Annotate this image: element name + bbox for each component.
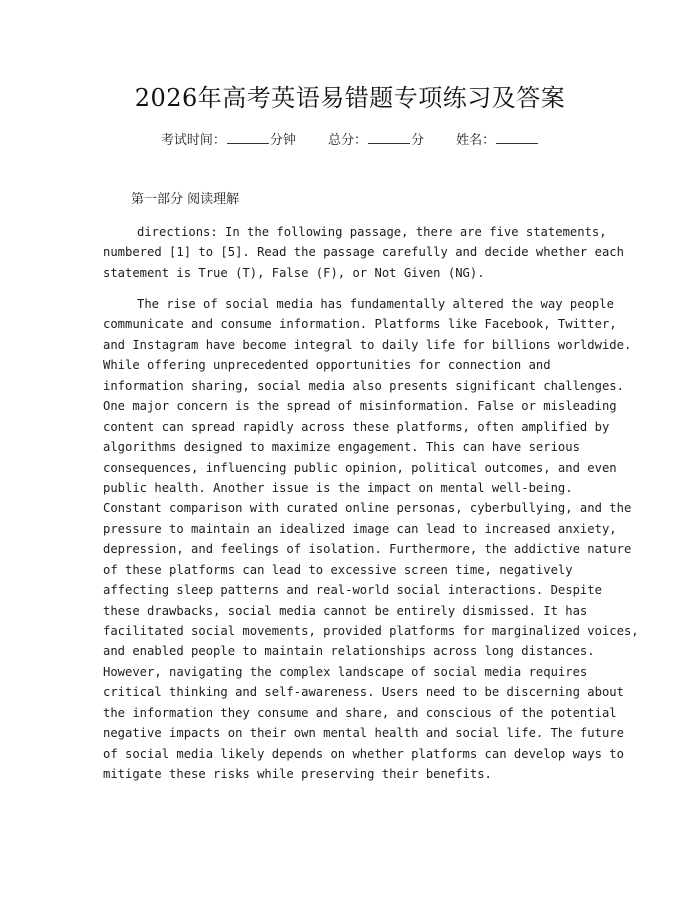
passage-line: consequences, influencing public opinion, political outcomes, and even (103, 460, 617, 475)
total-score-label: 总分： (327, 133, 367, 148)
page-title: 2026年高考英语易错题专项练习及答案 (134, 84, 566, 112)
total-score-blank[interactable] (368, 130, 410, 144)
passage-line: However, navigating the complex landscape of social media requires (103, 664, 588, 679)
passage-line: the information they consume and share, and conscious of the potential (103, 705, 617, 720)
exam-time-unit: 分钟 (269, 133, 296, 148)
passage-line: of these platforms can lead to excessive screen time, negatively (103, 562, 573, 577)
student-name-label: 姓名： (456, 133, 496, 148)
passage-line: One major concern is the spread of misinformation. False or misleading (103, 399, 617, 414)
passage-line: While offering unprecedented opportunities for connection and (103, 358, 551, 373)
passage-line: information sharing, social media also presents significant challenges. (103, 378, 624, 393)
directions-line: numbered [1] to [5]. Read the passage carefully and decide whether each (103, 245, 624, 260)
passage-line: affecting sleep patterns and real-world social interactions. Despite (103, 583, 602, 598)
passage-line: mitigate these risks while preserving their benefits. (103, 767, 492, 782)
exam-time-label: 考试时间： (160, 133, 226, 148)
section-heading: 第一部分 阅读理解 (131, 192, 240, 207)
passage-line: depression, and feelings of isolation. Furthermore, the addictive nature (103, 542, 632, 557)
total-score-field (328, 130, 424, 151)
passage-line: algorithms designed to maximize engagement. This can have serious (103, 440, 580, 455)
directions-line: directions: In the following passage, there are five statements, (137, 225, 607, 239)
directions-paragraph (103, 222, 624, 283)
exam-time-field (161, 130, 296, 151)
passage-line: communicate and consume information. Platforms like Facebook, Twitter, (103, 317, 617, 332)
passage-line: and Instagram have become integral to daily life for billions worldwide. (103, 337, 632, 352)
passage-line: critical thinking and self-awareness. Users need to be discerning about (103, 685, 624, 700)
passage-line: content can spread rapidly across these platforms, often amplified by (103, 419, 610, 434)
passage-line: public health. Another issue is the impact on mental well-being. (103, 480, 573, 495)
passage-line: these drawbacks, social media cannot be entirely dismissed. It has (103, 603, 588, 618)
student-name-blank[interactable] (496, 130, 538, 144)
passage-line: Constant comparison with curated online personas, cyberbullying, and the (103, 501, 632, 516)
passage-line: The rise of social media has fundamentally altered the way people (137, 297, 614, 311)
exam-info-row (0, 130, 700, 151)
passage-line: and enabled people to maintain relationships across long distances. (103, 644, 595, 659)
passage-line: pressure to maintain an idealized image can lead to increased anxiety, (103, 521, 617, 536)
reading-passage (103, 294, 639, 785)
total-score-unit: 分 (411, 133, 425, 148)
student-name-field (456, 130, 539, 151)
passage-line: negative impacts on their own mental health and social life. The future (103, 726, 624, 741)
passage-line: facilitated social movements, provided platforms for marginalized voices, (103, 624, 639, 638)
passage-line: of social media likely depends on whether platforms can develop ways to (103, 746, 624, 761)
directions-line: statement is True (T), False (F), or Not Given (NG). (103, 265, 485, 280)
exam-time-blank[interactable] (227, 130, 269, 144)
